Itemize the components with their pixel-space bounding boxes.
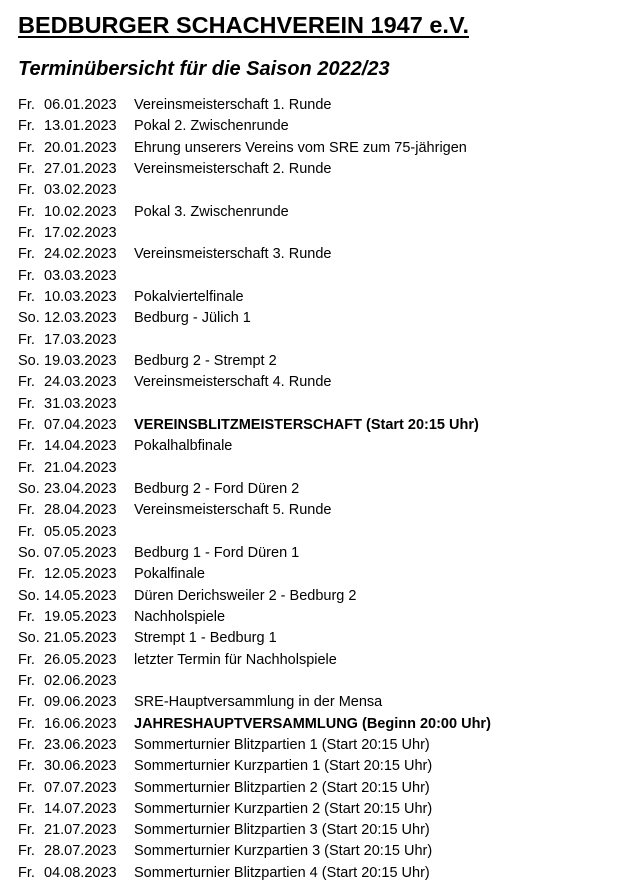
event-label: VEREINSBLITZMEISTERSCHAFT (Start 20:15 Uhr) <box>134 416 479 433</box>
event-label: SRE-Hauptversammlung in der Mensa <box>134 694 383 711</box>
date-label: 17.03.2023 <box>44 331 117 348</box>
day-label: So. <box>18 587 40 604</box>
date-label: 12.03.2023 <box>44 310 117 327</box>
day-label: Fr. <box>18 843 35 860</box>
event-label: Sommerturnier Blitzpartien 4 (Start 20:15 Uhr) <box>134 864 430 881</box>
event-label: Nachholspiele <box>134 608 226 625</box>
event-label: Vereinsmeisterschaft 2. Runde <box>134 160 332 177</box>
date-label: 19.03.2023 <box>44 352 117 369</box>
day-label: Fr. <box>18 224 35 241</box>
date-label: 07.04.2023 <box>44 416 117 433</box>
day-label: Fr. <box>18 822 35 839</box>
event-label: Pokalfinale <box>134 566 205 583</box>
event-label: Pokalviertelfinale <box>134 288 244 305</box>
date-label: 27.01.2023 <box>44 160 117 177</box>
date-label: 07.05.2023 <box>44 544 117 561</box>
day-label: So. <box>18 310 40 327</box>
date-label: 14.05.2023 <box>44 587 117 604</box>
date-label: 28.07.2023 <box>44 843 117 860</box>
day-label: Fr. <box>18 416 35 433</box>
day-label: Fr. <box>18 160 35 177</box>
day-label: Fr. <box>18 694 35 711</box>
day-label: Fr. <box>18 374 35 391</box>
document-title: BEDBURGER SCHACHVEREIN 1947 e.V. <box>18 12 469 38</box>
event-label: Bedburg - Jülich 1 <box>134 310 251 327</box>
day-label: Fr. <box>18 672 35 689</box>
day-label: Fr. <box>18 736 35 753</box>
date-label: 05.05.2023 <box>44 523 117 540</box>
event-label: JAHRESHAUPTVERSAMMLUNG (Beginn 20:00 Uhr) <box>134 715 491 732</box>
date-label: 14.07.2023 <box>44 800 117 817</box>
event-label: Ehrung unserers Vereins vom SRE zum 75-jährigen <box>134 139 467 156</box>
day-label: Fr. <box>18 118 35 135</box>
day-label: Fr. <box>18 139 35 156</box>
date-label: 30.06.2023 <box>44 758 117 775</box>
date-label: 09.06.2023 <box>44 694 117 711</box>
day-label: Fr. <box>18 864 35 881</box>
date-label: 16.06.2023 <box>44 715 117 732</box>
date-label: 10.02.2023 <box>44 203 117 220</box>
day-label: Fr. <box>18 758 35 775</box>
day-label: Fr. <box>18 267 35 284</box>
day-label: Fr. <box>18 779 35 796</box>
day-label: So. <box>18 480 40 497</box>
day-label: Fr. <box>18 438 35 455</box>
date-label: 07.07.2023 <box>44 779 117 796</box>
day-label: Fr. <box>18 246 35 263</box>
day-label: Fr. <box>18 715 35 732</box>
day-label: Fr. <box>18 97 35 113</box>
event-label: letzter Termin für Nachholspiele <box>134 651 337 668</box>
event-label: Bedburg 1 - Ford Düren 1 <box>134 544 300 561</box>
date-label: 06.01.2023 <box>44 97 117 113</box>
event-label: Pokal 2. Zwischenrunde <box>134 118 289 135</box>
date-label: 23.06.2023 <box>44 736 117 753</box>
date-label: 21.04.2023 <box>44 459 117 476</box>
event-label: Vereinsmeisterschaft 1. Runde <box>134 97 332 113</box>
day-label: So. <box>18 352 40 369</box>
date-label: 24.02.2023 <box>44 246 117 263</box>
day-label: Fr. <box>18 566 35 583</box>
event-label: Vereinsmeisterschaft 5. Runde <box>134 502 332 519</box>
date-label: 23.04.2023 <box>44 480 117 497</box>
date-label: 04.08.2023 <box>44 864 117 881</box>
day-label: Fr. <box>18 288 35 305</box>
date-label: 31.03.2023 <box>44 395 117 412</box>
day-label: So. <box>18 544 40 561</box>
event-label: Sommerturnier Blitzpartien 1 (Start 20:15 Uhr) <box>134 736 430 753</box>
season-subtitle: Terminübersicht für die Saison 2022/23 <box>18 58 390 80</box>
event-label: Vereinsmeisterschaft 4. Runde <box>134 374 332 391</box>
day-label: Fr. <box>18 331 35 348</box>
date-label: 14.04.2023 <box>44 438 117 455</box>
day-label: Fr. <box>18 182 35 199</box>
event-label: Strempt 1 - Bedburg 1 <box>134 630 277 647</box>
event-label: Sommerturnier Blitzpartien 3 (Start 20:15 Uhr) <box>134 822 430 839</box>
date-label: 21.07.2023 <box>44 822 117 839</box>
date-label: 20.01.2023 <box>44 139 117 156</box>
day-label: Fr. <box>18 651 35 668</box>
day-label: Fr. <box>18 395 35 412</box>
event-label: Sommerturnier Kurzpartien 3 (Start 20:15 Uhr) <box>134 843 433 860</box>
date-label: 24.03.2023 <box>44 374 117 391</box>
date-label: 03.03.2023 <box>44 267 117 284</box>
event-label: Vereinsmeisterschaft 3. Runde <box>134 246 332 263</box>
date-label: 12.05.2023 <box>44 566 117 583</box>
date-label: 03.02.2023 <box>44 182 117 199</box>
event-label: Sommerturnier Blitzpartien 2 (Start 20:15 Uhr) <box>134 779 430 796</box>
date-label: 19.05.2023 <box>44 608 117 625</box>
date-label: 21.05.2023 <box>44 630 117 647</box>
date-label: 10.03.2023 <box>44 288 117 305</box>
day-label: Fr. <box>18 203 35 220</box>
event-label: Düren Derichsweiler 2 - Bedburg 2 <box>134 587 357 604</box>
date-label: 13.01.2023 <box>44 118 117 135</box>
date-label: 02.06.2023 <box>44 672 117 689</box>
day-label: Fr. <box>18 523 35 540</box>
day-label: So. <box>18 630 40 647</box>
event-label: Sommerturnier Kurzpartien 2 (Start 20:15 Uhr) <box>134 800 433 817</box>
day-label: Fr. <box>18 502 35 519</box>
event-label: Pokalhalbfinale <box>134 438 233 455</box>
event-label: Sommerturnier Kurzpartien 1 (Start 20:15 Uhr) <box>134 758 433 775</box>
event-label: Bedburg 2 - Ford Düren 2 <box>134 480 300 497</box>
day-label: Fr. <box>18 459 35 476</box>
event-label: Bedburg 2 - Strempt 2 <box>134 352 277 369</box>
event-label: Pokal 3. Zwischenrunde <box>134 203 289 220</box>
day-label: Fr. <box>18 800 35 817</box>
date-label: 17.02.2023 <box>44 224 117 241</box>
date-label: 28.04.2023 <box>44 502 117 519</box>
day-label: Fr. <box>18 608 35 625</box>
date-label: 26.05.2023 <box>44 651 117 668</box>
